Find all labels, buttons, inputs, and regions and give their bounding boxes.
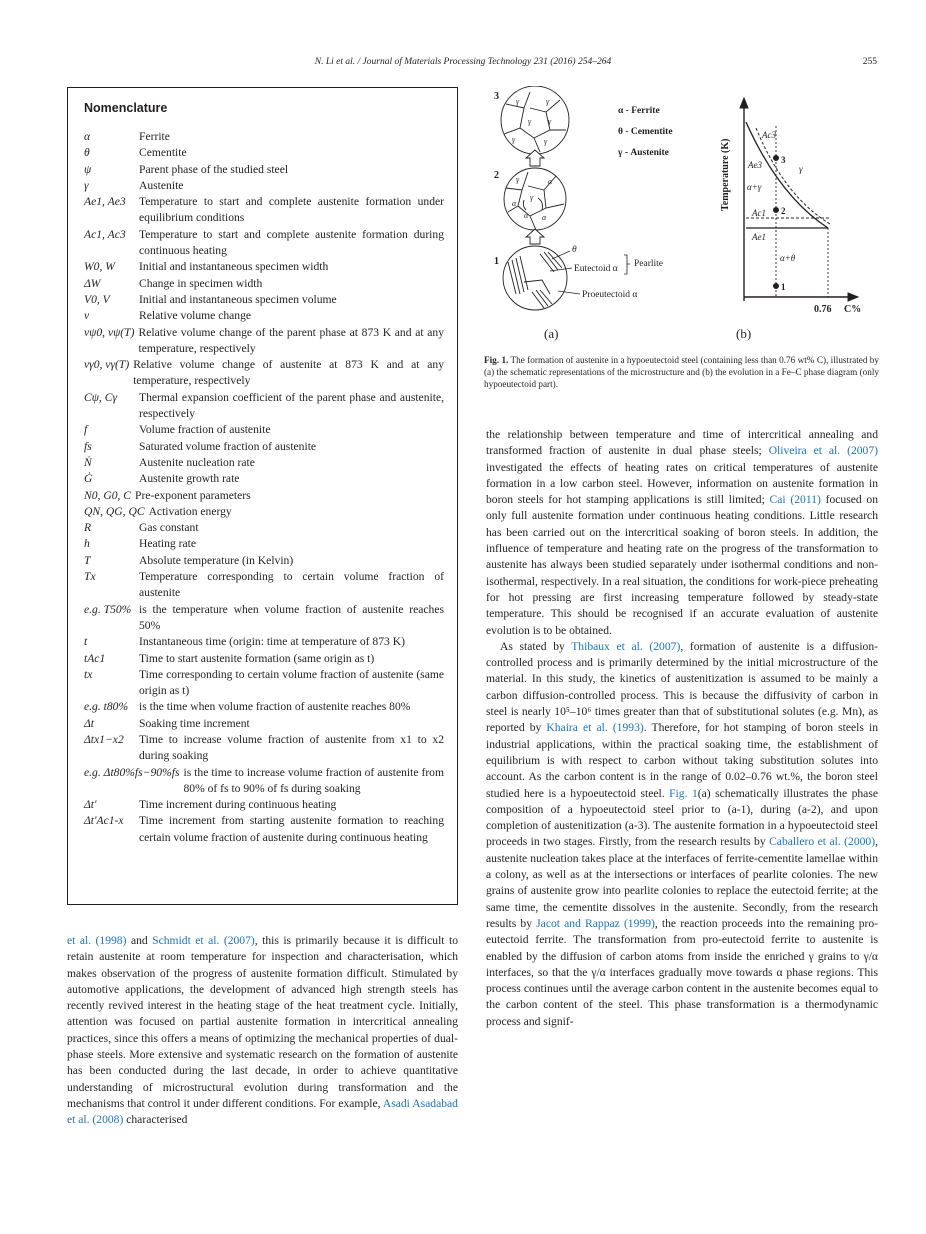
point-label-3: 3 <box>781 155 786 165</box>
nomenclature-symbol: θ <box>84 146 90 160</box>
nomenclature-definition: Initial and instantaneous specimen width <box>139 260 329 274</box>
text-run: focused on only full austenite formation under continuous heating conditions. Little research has been carried out on the intercritical soaking of boron steels. In addition, the influence of temperature and heating rate on the progress of the transformation to austenite has always been studied separately under isothermal conditions and non-isothermal, respectively. In a real situation, the conditions for work-piece preheating for hot pressing are first increasing temperature followed by steady-state temperature. This should be recognised if an accurate evaluation of austenite evolution is to be obtained. <box>486 493 879 637</box>
nomenclature-definition: Temperature to start and complete austenite formation during continuous heating <box>139 227 444 258</box>
nomenclature-definition: Time corresponding to certain volume fraction of austenite (same origin as t) <box>139 667 444 698</box>
citation-link[interactable]: Caballero et al. (2000) <box>769 835 876 849</box>
citation-link[interactable]: Oliveira et al. (2007) <box>768 444 878 458</box>
nomenclature-definition: Temperature corresponding to certain volume fraction of austenite <box>139 570 444 600</box>
nomenclature-symbol: V0, V <box>84 292 110 306</box>
body-paragraph <box>67 933 458 1129</box>
text-run: and <box>126 934 153 947</box>
page-number: 255 <box>862 57 877 67</box>
left-column-text <box>67 933 458 1129</box>
stage-label-3: 3 <box>494 91 499 102</box>
point-label-1: 1 <box>781 282 786 292</box>
legend-ferrite: α - Ferrite <box>618 106 660 116</box>
svg-text:γ: γ <box>530 193 534 202</box>
nomenclature-item <box>84 813 444 846</box>
nomenclature-item <box>84 422 444 438</box>
panel-a-label: (a) <box>544 326 559 341</box>
figure-link[interactable]: Fig. 1 <box>669 786 698 800</box>
nomenclature-item <box>84 227 444 260</box>
label-ae3: Ae3 <box>748 160 762 170</box>
stage-label-1: 1 <box>494 256 499 267</box>
label-proeutectoid: Proeutectoid α <box>582 290 638 300</box>
svg-text:γ: γ <box>546 97 550 106</box>
citation-link[interactable]: et al. (1998) <box>67 934 127 947</box>
nomenclature-definition: Soaking time increment <box>139 716 250 730</box>
text-run: , formation of austenite is a diffusion-controlled process and is primarily determined by the initial microstructure of the material. In this study, the kinetics of austenitization is assumed to be mainly a carbon diffusion-controlled process. This is because the diffusivity of carbon in steel is nearly 10⁵–10⁶ times greater than that of substitutional solutes (e.g. Mn), as reported by <box>486 639 878 735</box>
nomenclature-definition: Time increment during continuous heating <box>139 798 337 812</box>
nomenclature-item <box>84 390 444 423</box>
nomenclature-item <box>84 797 444 813</box>
nomenclature-symbol: vψ0, vψ(T) <box>84 325 135 339</box>
text-run: , austenite nucleation takes place at the interfaces of ferrite-cementite lamellae within a colony, as well as at the intersections or interfaces of pearlite colonies. The new grains of austenite grow into pearlite colonies to replace the eutectoid ferrite; at the same time, the cementite dissolves in the austenite. Secondly, from the research results by <box>486 835 878 930</box>
nomenclature-symbol: ψ <box>84 162 92 176</box>
text-run: . Therefore, for hot stamping of boron steels in industrial applications, within the practical soaking time, the establishment of equilibrium is with respect to carbon without taking substitution solutes into account. As the carbon content is in the range of 0.02–0.76 wt.%, the boron steel studied here is a hypoeutectoid steel. <box>486 721 878 800</box>
nomenclature-symbol: e.g. t80% <box>84 700 129 714</box>
nomenclature-definition: Parent phase of the studied steel <box>139 162 289 176</box>
nomenclature-definition: Time increment from starting austenite formation to reaching certain volume fraction of austenite during continuous heating <box>139 814 444 844</box>
nomenclature-definition: Time to increase volume fraction of austenite from x1 to x2 during soaking <box>139 732 444 763</box>
legend-austenite: γ - Austenite <box>618 148 669 158</box>
nomenclature-symbol: γ <box>84 178 89 192</box>
nomenclature-symbol: tAc1 <box>84 651 106 665</box>
nomenclature-definition: Relative volume change <box>139 309 252 323</box>
nomenclature-symbol: h <box>84 537 90 551</box>
label-ac1: Ac1 <box>752 208 766 218</box>
citation-link[interactable]: Cai (2011) <box>769 493 821 507</box>
nomenclature-symbol: v <box>84 309 90 323</box>
label-theta: θ <box>572 245 577 255</box>
phase-diagram <box>740 98 858 301</box>
nomenclature-symbol: Cψ, Cγ <box>84 390 118 404</box>
nomenclature-item <box>84 455 444 471</box>
svg-text:α: α <box>542 213 547 222</box>
x-tick-0-76: 0.76 <box>814 304 832 315</box>
nomenclature-definition: Initial and instantaneous specimen volume <box>139 292 337 306</box>
nomenclature-symbol: N0, G0, C <box>84 488 132 502</box>
nomenclature-symbol: tx <box>84 667 93 681</box>
nomenclature-item <box>84 667 444 700</box>
nomenclature-definition: Heating rate <box>139 537 196 551</box>
nomenclature-definition: Gas constant <box>139 521 199 535</box>
nomenclature-item <box>84 634 444 650</box>
text-run: investigated the effects of heating rates on critical temperatures of austenite formation in a low carbon steel. However, information on austenite formation in boron steels for hot stamping applications is still limited; <box>486 460 878 507</box>
nomenclature-definition: Austenite <box>139 178 184 192</box>
svg-text:α: α <box>524 211 529 220</box>
nomenclature-item <box>84 357 444 390</box>
nomenclature-symbol: Δt <box>84 716 95 730</box>
nomenclature-definition: Austenite growth rate <box>139 472 240 486</box>
nomenclature-definition: Saturated volume fraction of austenite <box>139 439 317 453</box>
nomenclature-definition: Temperature to start and complete austenite formation under equilibrium conditions <box>139 195 444 225</box>
nomenclature-definition: is the temperature when volume fraction of austenite reaches 50% <box>139 602 444 632</box>
nomenclature-item <box>84 178 444 194</box>
nomenclature-item <box>84 162 444 178</box>
nomenclature-item <box>84 292 444 308</box>
svg-text:γ: γ <box>528 117 532 126</box>
y-axis-label: Temperature (K) <box>720 138 731 211</box>
nomenclature-definition: is the time when volume fraction of austenite reaches 80% <box>139 700 411 714</box>
nomenclature-definition: Cementite <box>139 146 187 160</box>
text-run: , this is primarily because it is difficult to retain austenite at room temperature for inspection and characterisation, which makes observation of the progress of austenite formation difficult. Stimulated by automotive applications, the development of advanced high strength steels has recently revived interest in the heating stage of the heat treatment cycle. Initially, attention was focused on partial austenite formation in intercritical annealing practices, since this offers a means of optimizing the mechanical properties of dual-phase steels. More extensive and systematic research on the formation of austenite has been conducted during the last decade, in order to achieve quantitative understanding of microstructural evolution during transformation and the mechanisms that control it under different conditions. For example, <box>67 934 459 1110</box>
nomenclature-definition: Austenite nucleation rate <box>139 455 255 469</box>
legend-cementite: θ - Cementite <box>618 127 673 137</box>
nomenclature-item <box>84 276 444 292</box>
body-paragraph <box>486 639 878 1030</box>
text-run: As stated by <box>500 639 572 653</box>
nomenclature-item <box>84 325 444 358</box>
nomenclature-symbol: T <box>84 553 91 567</box>
nomenclature-item <box>84 129 444 145</box>
nomenclature-symbol: Δt' <box>84 798 97 812</box>
caption-text: The formation of austenite in a hypoeutectoid steel (containing less than 0.76 wt% C), illustrated by (a) the schematic representations of the microstructure and (b) the evolution in a Fe–C phase diagram (only hypoeutectoid part). <box>484 355 879 390</box>
svg-text:γ: γ <box>516 97 520 106</box>
text-run: characterised <box>123 1113 188 1127</box>
nomenclature-symbol: t <box>84 635 88 649</box>
citation-link[interactable]: Schmidt et al. (2007) <box>152 934 255 947</box>
nomenclature-symbol: fs <box>84 439 92 453</box>
nomenclature-item <box>84 732 444 765</box>
nomenclature-item <box>84 504 444 520</box>
nomenclature-symbol: α <box>84 130 91 143</box>
arrow-up-icon <box>526 229 544 244</box>
text-run: , the reaction proceeds into the remaining pro-eutectoid ferrite. The transformation from pro-eutectoid ferrite to austenite is enabled by the diffusion of carbon atoms from inside the enriched γ grains to γ/α interfaces, so that the γ/α interfaces gradually move towards α phase regions. This process continues until the average carbon content in the austenite becomes equal to the carbon content of the steel. This phase transformation is a thermodynamic process and signif- <box>486 916 879 1028</box>
nomenclature-item <box>84 145 444 161</box>
nomenclature-definition: Time to start austenite formation (same origin as t) <box>139 651 375 665</box>
nomenclature-symbol: Tx <box>84 570 96 584</box>
svg-text:γ: γ <box>512 135 516 144</box>
citation-link[interactable]: Khaira et al. (1993) <box>546 721 644 735</box>
citation-link[interactable]: Jacot and Rappaz (1999) <box>536 916 655 930</box>
nomenclature-item <box>84 259 444 275</box>
nomenclature-item <box>84 488 444 504</box>
nomenclature-symbol: e.g. Δt80%fs−90%fs <box>84 765 180 779</box>
nomenclature-symbol: Δtx1−x2 <box>84 732 124 746</box>
nomenclature-symbol: f <box>84 423 88 437</box>
right-column-text <box>486 427 878 1030</box>
label-ae1: Ae1 <box>752 232 766 242</box>
nomenclature-definition: Absolute temperature (in Kelvin) <box>139 553 294 567</box>
figure-caption <box>484 354 879 391</box>
label-gamma: γ <box>799 164 803 174</box>
nomenclature-item <box>84 765 444 798</box>
microstructure-circle-1 <box>503 246 567 310</box>
nomenclature-symbol: ΔW <box>84 276 101 290</box>
text-run: the relationship between temperature and time of intercritical annealing and transformed fraction of austenite in dual phase steels; <box>486 428 878 458</box>
nomenclature-symbol: vγ0, vγ(T) <box>84 358 130 372</box>
nomenclature-item <box>84 569 444 602</box>
label-alpha-gamma: α+γ <box>747 182 762 192</box>
nomenclature-symbol: R <box>84 521 92 535</box>
label-ac3: Ac3 <box>762 130 776 140</box>
citation-link[interactable]: Thibaux et al. (2007) <box>571 639 681 653</box>
nomenclature-symbol: Δt'Ac1-x <box>84 814 124 828</box>
nomenclature-item <box>84 602 444 635</box>
nomenclature-item <box>84 308 444 324</box>
svg-text:γ: γ <box>548 117 552 126</box>
x-axis-label: C% <box>844 304 862 315</box>
nomenclature-symbol: Ṅ <box>84 455 92 469</box>
label-alpha-theta: α+θ <box>780 253 796 263</box>
svg-text:γ: γ <box>544 137 548 146</box>
nomenclature-item <box>84 536 444 552</box>
running-head: N. Li et al. / Journal of Materials Processing Technology 231 (2016) 254–264 <box>314 57 612 67</box>
nomenclature-definition: Relative volume change of the parent phase at 873 K and at any temperature, respectively <box>138 325 444 355</box>
nomenclature-symbol: Ġ <box>84 472 93 486</box>
nomenclature-symbol: Ae1, Ae3 <box>84 195 126 209</box>
nomenclature-definition: Ferrite <box>139 130 170 143</box>
nomenclature-definition: Instantaneous time (origin: time at temperature of 873 K) <box>139 635 405 649</box>
stage-label-2: 2 <box>494 170 499 181</box>
nomenclature-item <box>84 716 444 732</box>
nomenclature-symbol: Ac1, Ac3 <box>84 227 126 241</box>
svg-text:α: α <box>512 199 517 208</box>
nomenclature-symbol: W0, W <box>84 260 115 274</box>
panel-b-label: (b) <box>736 326 752 341</box>
nomenclature-definition: Activation energy <box>148 504 232 518</box>
nomenclature-title: Nomenclature <box>84 101 168 115</box>
point-label-2: 2 <box>781 206 786 216</box>
nomenclature-item <box>84 439 444 455</box>
nomenclature-item <box>84 553 444 569</box>
text-run: (a) schematically illustrates the phase composition of a hypoeutectoid steel prior to (a-1), during (a-2), and upon completion of austenitization (a-3). The austenite formation in a hypoeutectoid steel proceeds in two stages. Firstly, from the research results by <box>486 786 878 849</box>
svg-text:α: α <box>548 177 553 186</box>
nomenclature-definition: Change in specimen width <box>139 276 263 290</box>
citation-link[interactable]: Asadi Asadabad et al. (2008) <box>67 1096 458 1127</box>
svg-text:γ: γ <box>516 175 520 184</box>
caption-label: Fig. 1. <box>484 355 509 365</box>
nomenclature-item <box>84 520 444 536</box>
nomenclature-definition: Volume fraction of austenite <box>139 423 271 437</box>
label-eutectoid: Eutectoid α <box>574 264 618 274</box>
nomenclature-item <box>84 699 444 715</box>
nomenclature-item <box>84 194 444 227</box>
nomenclature-definition: Thermal expansion coefficient of the parent phase and austenite, respectively <box>139 390 444 421</box>
label-pearlite: Pearlite <box>634 259 664 269</box>
nomenclature-item <box>84 471 444 487</box>
nomenclature-definition: is the time to increase volume fraction of austenite from 80% of fs to 90% of fs during soaking <box>183 765 444 795</box>
nomenclature-box <box>67 87 458 905</box>
nomenclature-list <box>84 129 444 846</box>
nomenclature-definition: Relative volume change of austenite at 873 K and at any temperature, respectively <box>133 358 444 388</box>
page-header <box>0 57 926 71</box>
arrow-up-icon <box>526 150 544 166</box>
nomenclature-item <box>84 651 444 667</box>
body-paragraph <box>486 427 878 639</box>
nomenclature-symbol: QN, QG, QC <box>84 504 145 518</box>
figure-1 <box>484 86 879 351</box>
nomenclature-symbol: e.g. T50% <box>84 602 132 616</box>
nomenclature-definition: Pre-exponent parameters <box>135 488 251 502</box>
